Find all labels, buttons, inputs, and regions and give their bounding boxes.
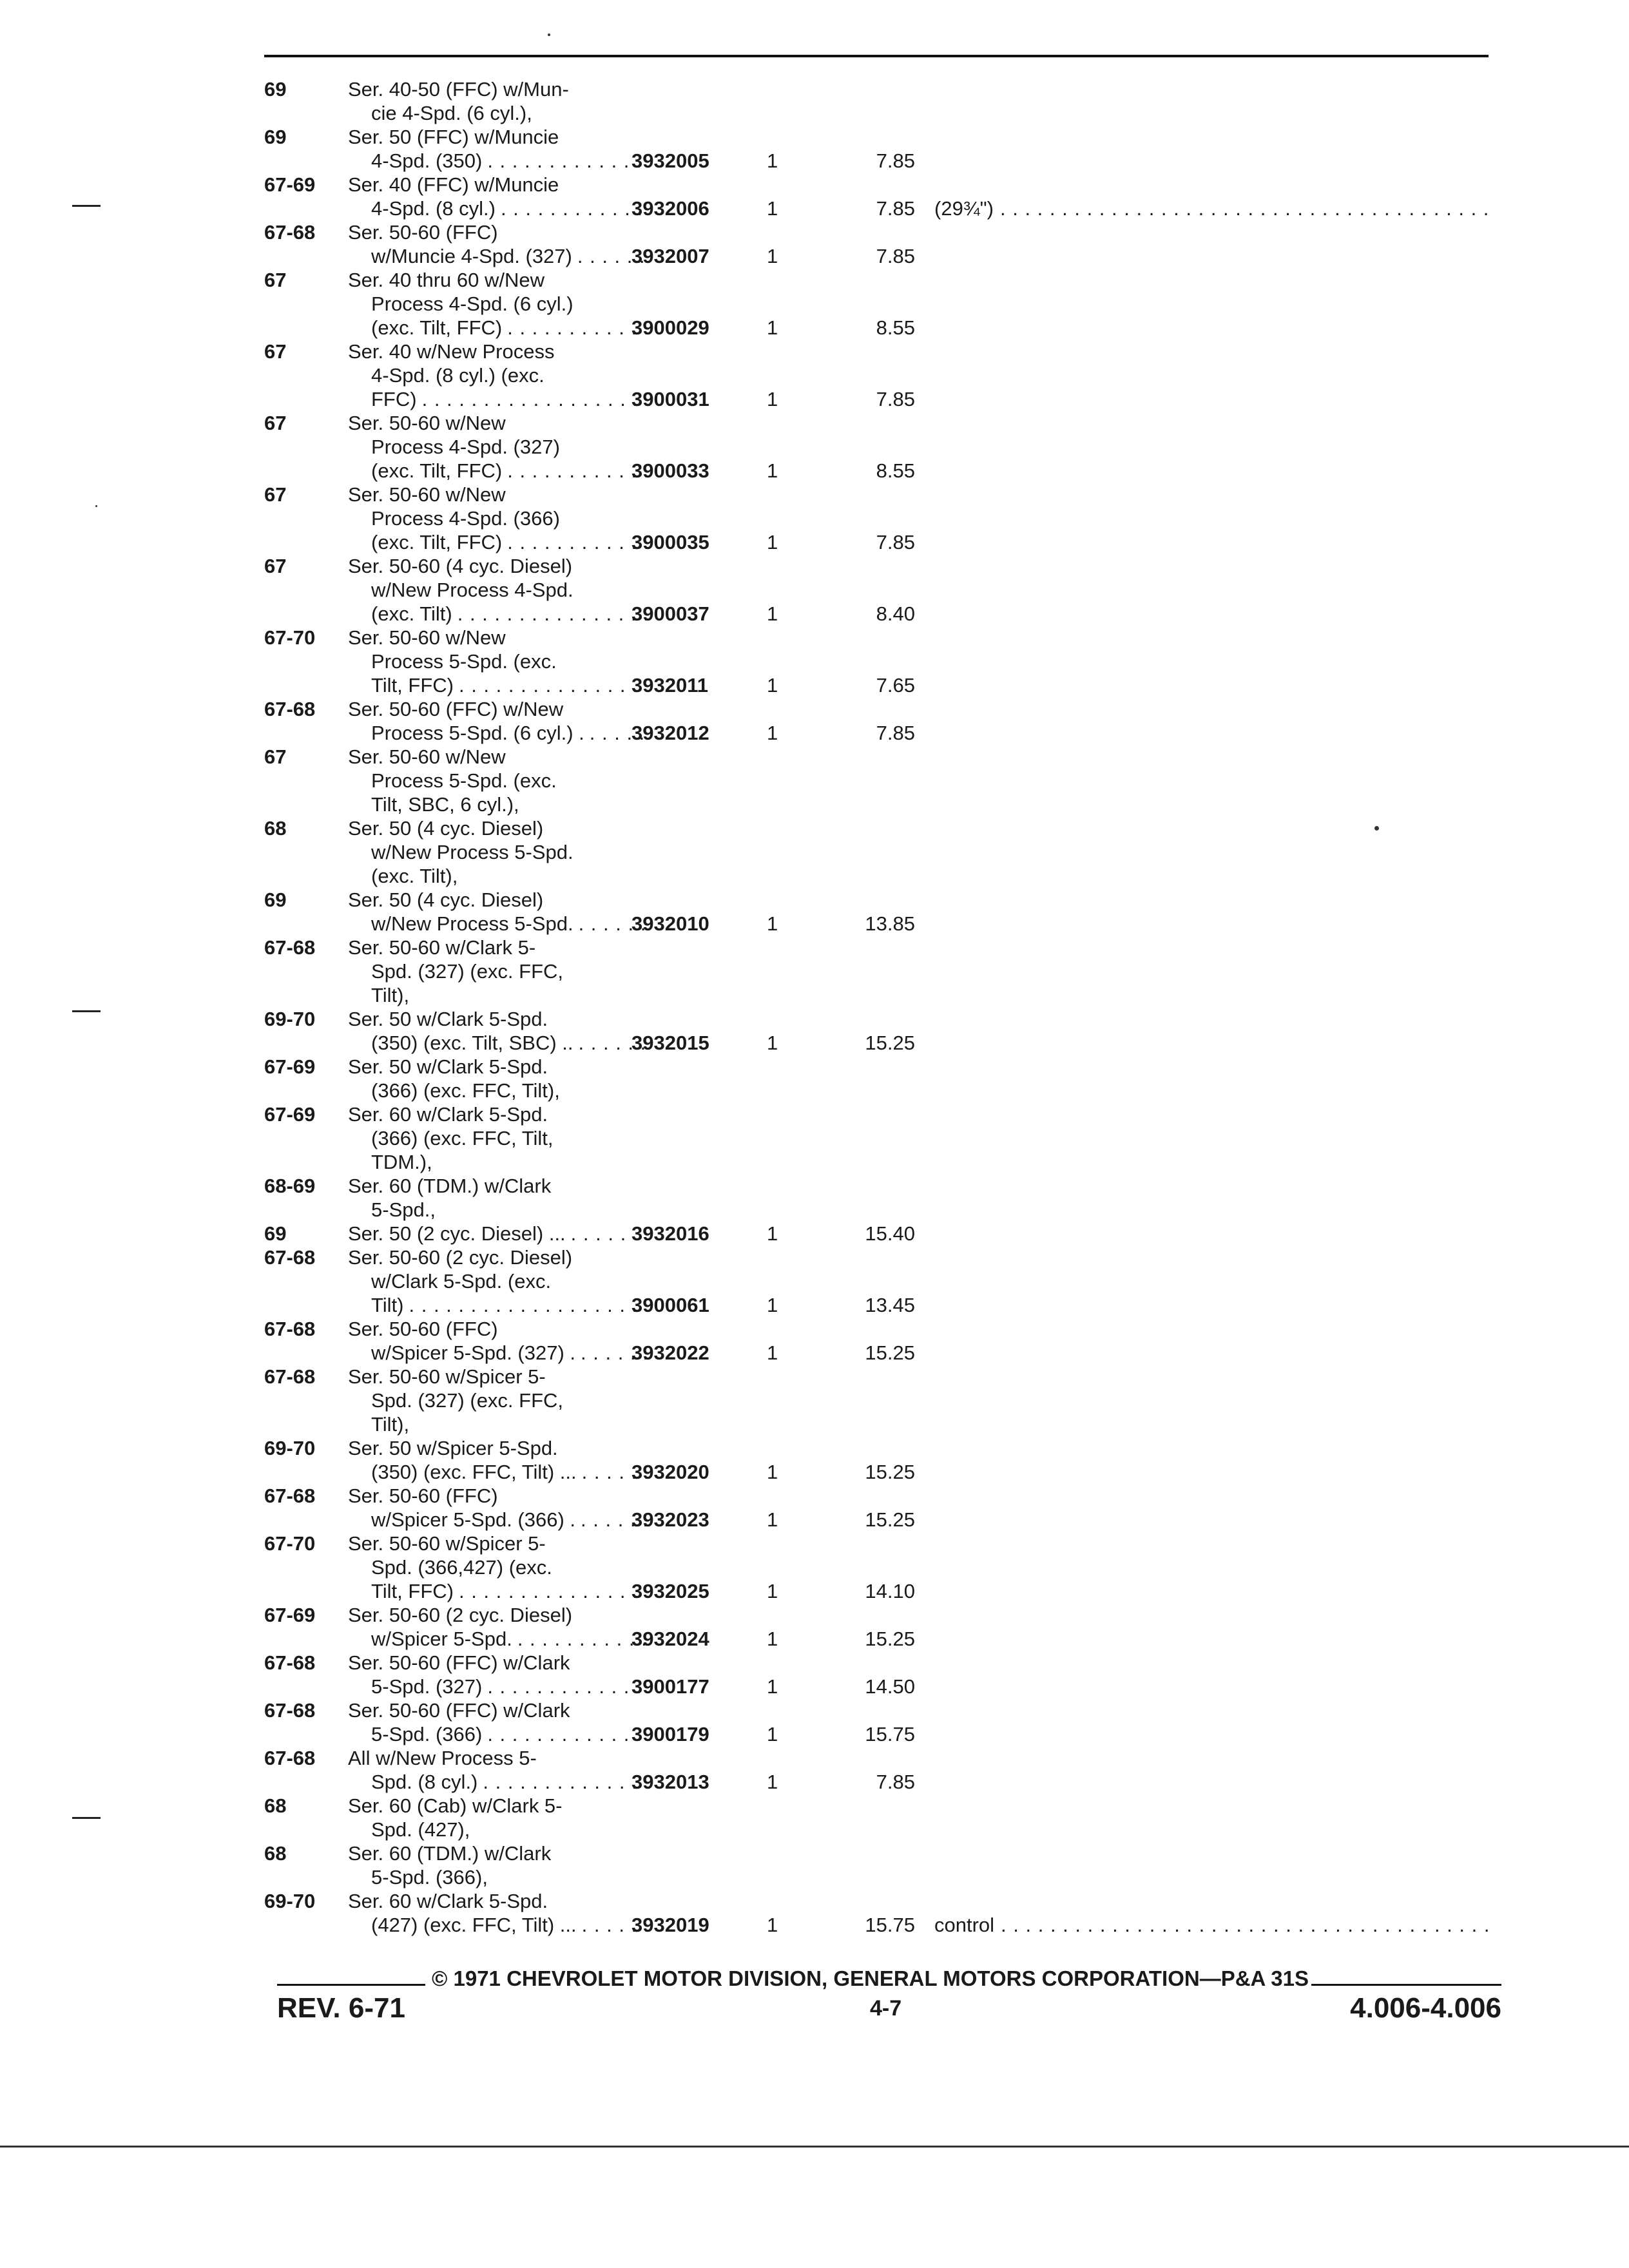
description-line: Ser. 50-60 (FFC) w/Clark: [348, 1651, 570, 1674]
model-years: 67-68: [264, 698, 316, 720]
dot-leader: [459, 673, 648, 697]
description-line: Tilt, SBC, 6 cyl.),: [371, 793, 519, 816]
parts-entry: [264, 1889, 1521, 1937]
description-line: Ser. 50-60 w/New: [348, 412, 506, 434]
quantity: 1: [767, 531, 778, 553]
model-years: 67-68: [264, 1651, 316, 1674]
description-line: w/Spicer 5-Spd.: [371, 1628, 512, 1650]
price: 15.25: [865, 1341, 915, 1364]
part-number: 3900061: [631, 1294, 709, 1316]
application-description: [348, 340, 625, 411]
part-number: 3932016: [631, 1222, 709, 1245]
description-line: 4-Spd. (350): [371, 149, 483, 172]
model-years: 67: [264, 412, 287, 434]
model-years: 69-70: [264, 1008, 316, 1030]
application-description: [348, 1174, 625, 1222]
quantity: 1: [767, 1675, 778, 1698]
application-description: [348, 268, 625, 340]
parts-entry: [264, 1007, 1521, 1055]
price: 7.85: [876, 245, 915, 267]
quantity: 1: [767, 197, 778, 220]
description-line: 5-Spd. (327): [371, 1675, 483, 1698]
part-number: 3932022: [631, 1341, 709, 1364]
parts-entry: [264, 1841, 1521, 1889]
parts-entry: [264, 1222, 1521, 1245]
description-line: Ser. 60 w/Clark 5-Spd.: [348, 1890, 548, 1912]
parts-entry: [264, 220, 1521, 268]
model-years: 69-70: [264, 1437, 316, 1459]
model-years: 67-68: [264, 1318, 316, 1340]
model-years: 67-68: [264, 936, 316, 959]
description-line: Ser. 50-60 (FFC) w/New: [348, 698, 564, 720]
application-description: [348, 1889, 625, 1937]
dot-leader: [458, 602, 648, 626]
description-line: Tilt): [371, 1294, 404, 1316]
part-number: 3932015: [631, 1032, 709, 1054]
description-line: Process 4-Spd. (366): [371, 507, 560, 530]
quantity: 1: [767, 388, 778, 410]
description-line: w/Spicer 5-Spd. (366) .: [371, 1508, 576, 1531]
footer-rule-right: [1311, 1984, 1501, 1986]
quantity: 1: [767, 1294, 778, 1316]
description-line: Ser. 50-60 w/New: [348, 626, 506, 649]
part-number: 3900037: [631, 602, 709, 625]
description-line: 4-Spd. (8 cyl.) (exc.: [371, 364, 545, 387]
application-description: [348, 125, 625, 173]
application-description: [348, 554, 625, 626]
parts-list: [264, 77, 1521, 1937]
model-years: 67-68: [264, 1747, 316, 1769]
margin-mark: [72, 1817, 101, 1819]
part-number: 3932005: [631, 149, 709, 172]
parts-entry: [264, 1174, 1521, 1222]
model-years: 67-68: [264, 1246, 316, 1269]
model-years: 67-69: [264, 1103, 316, 1126]
parts-entry: [264, 268, 1521, 340]
application-description: [348, 1317, 625, 1365]
description-line: Ser. 60 w/Clark 5-Spd.: [348, 1103, 548, 1126]
description-line: cie 4-Spd. (6 cyl.),: [371, 102, 532, 124]
model-years: 67-69: [264, 1055, 316, 1078]
price: 15.75: [865, 1914, 915, 1936]
description-line: Ser. 40 w/New Process: [348, 340, 555, 363]
part-number: 3900179: [631, 1723, 709, 1745]
section-number: 4.006-4.006: [1350, 1992, 1501, 2024]
description-line: w/Muncie 4-Spd. (327): [371, 245, 572, 267]
description-line: (exc. Tilt, FFC): [371, 459, 503, 482]
part-number: 3932006: [631, 197, 709, 220]
model-years: 68: [264, 1842, 287, 1865]
application-description: [348, 1007, 625, 1055]
part-number: 3900029: [631, 316, 709, 339]
parts-entry: [264, 554, 1521, 626]
dot-leader: [507, 530, 648, 554]
quantity: 1: [767, 245, 778, 267]
parts-entry: [264, 1055, 1521, 1102]
copyright-line: [277, 1965, 1501, 1991]
parts-entry: [264, 626, 1521, 697]
top-rule: [264, 55, 1489, 57]
description-line: Ser. 50-60 (2 cyc. Diesel): [348, 1604, 573, 1626]
description-line: Process 5-Spd. (exc.: [371, 769, 557, 792]
model-years: 67-70: [264, 626, 316, 649]
description-line: Spd. (327) (exc. FFC,: [371, 1389, 564, 1412]
description-line: Ser. 50-60 (2 cyc. Diesel): [348, 1246, 573, 1269]
description-line: Ser. 50 (4 cyc. Diesel): [348, 817, 544, 840]
dot-leader: [487, 1722, 648, 1746]
application-description: [348, 1603, 625, 1651]
description-line: Ser. 50-60 (FFC) w/Clark: [348, 1699, 570, 1722]
parts-entry: [264, 1532, 1521, 1603]
application-description: [348, 816, 625, 888]
quantity: 1: [767, 602, 778, 625]
application-description: [348, 1794, 625, 1841]
quantity: 1: [767, 1508, 778, 1531]
part-number: 3932012: [631, 722, 709, 744]
bottom-rule: [0, 2146, 1629, 2148]
quantity: 1: [767, 149, 778, 172]
dot-leader: [487, 149, 648, 173]
model-years: 67-69: [264, 173, 316, 196]
parts-entry: [264, 1794, 1521, 1841]
parts-entry: [264, 483, 1521, 554]
parts-entry: [264, 77, 1521, 125]
quantity: 1: [767, 1628, 778, 1650]
description-line: Ser. 50-60 w/Spicer 5-: [348, 1365, 546, 1388]
parts-entry: [264, 173, 1521, 220]
price: 7.65: [876, 674, 915, 697]
description-line: Ser. 50-60 (FFC): [348, 1318, 498, 1340]
description-line: (366) (exc. FFC, Tilt),: [371, 1079, 560, 1102]
remark: [934, 1913, 1495, 1937]
description-line: Process 5-Spd. (exc.: [371, 650, 557, 673]
part-number: 3932007: [631, 245, 709, 267]
quantity: 1: [767, 1222, 778, 1245]
part-number: 3932019: [631, 1914, 709, 1936]
parts-entry: [264, 1698, 1521, 1746]
description-line: All w/New Process 5-: [348, 1747, 537, 1769]
quantity: 1: [767, 316, 778, 339]
description-line: (350) (exc. Tilt, SBC) ..: [371, 1032, 574, 1054]
dot-leader: [517, 1627, 648, 1651]
quantity: 1: [767, 1771, 778, 1793]
description-line: Process 4-Spd. (6 cyl.): [371, 293, 574, 315]
parts-entry: [264, 1317, 1521, 1365]
description-line: (exc. Tilt),: [371, 865, 458, 887]
application-description: [348, 1436, 625, 1484]
model-years: 67: [264, 745, 287, 768]
dot-leader: [422, 387, 648, 411]
description-line: Ser. 50 (FFC) w/Muncie: [348, 126, 559, 148]
application-description: [348, 173, 625, 220]
description-line: (exc. Tilt): [371, 602, 452, 625]
description-line: Ser. 50-60 w/New: [348, 483, 506, 506]
price: 15.75: [865, 1723, 915, 1745]
description-line: Process 4-Spd. (327): [371, 436, 560, 458]
price: 7.85: [876, 722, 915, 744]
part-number: 3900031: [631, 388, 709, 410]
part-number: 3932024: [631, 1628, 709, 1650]
quantity: 1: [767, 1341, 778, 1364]
application-description: [348, 411, 625, 483]
application-description: [348, 697, 625, 745]
parts-entry: [264, 816, 1521, 888]
description-line: w/Clark 5-Spd. (exc.: [371, 1270, 552, 1293]
application-description: [348, 1532, 625, 1603]
description-line: Ser. 50-60 w/Clark 5-: [348, 936, 536, 959]
description-line: FFC): [371, 388, 417, 410]
price: 8.55: [876, 316, 915, 339]
remark-text: control: [934, 1914, 995, 1936]
description-line: Ser. 50-60 (FFC): [348, 221, 498, 244]
price: 14.50: [865, 1675, 915, 1698]
dot-leader: [507, 459, 648, 483]
dot-leader: [501, 197, 648, 220]
description-line: Ser. 40 (FFC) w/Muncie: [348, 173, 559, 196]
page-number: 4-7: [870, 1996, 902, 2021]
parts-entry: [264, 411, 1521, 483]
price: 15.25: [865, 1032, 915, 1054]
application-description: [348, 1841, 625, 1889]
parts-entry: [264, 340, 1521, 411]
part-number: 3932010: [631, 912, 709, 935]
margin-mark: [72, 205, 101, 207]
parts-entry: [264, 745, 1521, 816]
parts-entry: [264, 936, 1521, 1007]
description-line: 4-Spd. (8 cyl.): [371, 197, 496, 220]
description-line: Ser. 60 (TDM.) w/Clark: [348, 1175, 552, 1197]
part-number: 3932023: [631, 1508, 709, 1531]
model-years: 67: [264, 269, 287, 291]
model-years: 69: [264, 78, 287, 101]
description-line: Process 5-Spd. (6 cyl.) .: [371, 722, 584, 744]
description-line: 5-Spd. (366): [371, 1723, 483, 1745]
price: 8.55: [876, 459, 915, 482]
quantity: 1: [767, 1580, 778, 1602]
part-number: 3932011: [631, 674, 708, 697]
description-line: Spd. (366,427) (exc.: [371, 1556, 552, 1579]
application-description: [348, 220, 625, 268]
description-line: Ser. 50-60 w/Spicer 5-: [348, 1532, 546, 1555]
description-line: (366) (exc. FFC, Tilt,: [371, 1127, 554, 1149]
dot-leader: [487, 1675, 648, 1698]
price: 15.40: [865, 1222, 915, 1245]
dot-leader: [507, 316, 648, 340]
description-line: w/New Process 5-Spd.: [371, 912, 574, 935]
description-line: Ser. 40 thru 60 w/New: [348, 269, 545, 291]
parts-entry: [264, 697, 1521, 745]
application-description: [348, 936, 625, 1007]
application-description: [348, 1651, 625, 1698]
description-line: (exc. Tilt, FFC): [371, 531, 503, 553]
application-description: [348, 1484, 625, 1532]
dot-leader: [483, 1770, 648, 1794]
description-line: (exc. Tilt, FFC): [371, 316, 503, 339]
model-years: 67-69: [264, 1604, 316, 1626]
price: 7.85: [876, 388, 915, 410]
price: 13.45: [865, 1294, 915, 1316]
parts-entry: [264, 1603, 1521, 1651]
parts-entry: [264, 1746, 1521, 1794]
description-line: Tilt, FFC): [371, 1580, 454, 1602]
parts-entry: [264, 1484, 1521, 1532]
description-line: Tilt, FFC): [371, 674, 454, 697]
model-years: 67: [264, 555, 287, 577]
application-description: [348, 745, 625, 816]
price: 8.40: [876, 602, 915, 625]
description-line: Ser. 50 w/Clark 5-Spd.: [348, 1008, 548, 1030]
parts-entry: [264, 888, 1521, 936]
model-years: 67: [264, 340, 287, 363]
quantity: 1: [767, 722, 778, 744]
price: 15.25: [865, 1461, 915, 1483]
model-years: 69: [264, 1222, 287, 1245]
price: 14.10: [865, 1580, 915, 1602]
dot-leader: [459, 1579, 648, 1603]
quantity: 1: [767, 1723, 778, 1745]
description-line: w/New Process 4-Spd.: [371, 579, 574, 601]
description-line: w/New Process 5-Spd.: [371, 841, 574, 863]
application-description: [348, 1102, 625, 1174]
quantity: 1: [767, 674, 778, 697]
description-line: Ser. 50-60 (4 cyc. Diesel): [348, 555, 573, 577]
application-description: [348, 1245, 625, 1317]
description-line: TDM.),: [371, 1151, 432, 1173]
model-years: 68: [264, 817, 287, 840]
price: 7.85: [876, 149, 915, 172]
model-years: 67-68: [264, 1699, 316, 1722]
model-years: 69: [264, 126, 287, 148]
description-line: (427) (exc. FFC, Tilt) ...: [371, 1914, 577, 1936]
application-description: [348, 1746, 625, 1794]
quantity: 1: [767, 1461, 778, 1483]
model-years: 67-70: [264, 1532, 316, 1555]
parts-entry: [264, 1651, 1521, 1698]
description-line: Ser. 50 w/Clark 5-Spd.: [348, 1055, 548, 1078]
parts-entry: [264, 1436, 1521, 1484]
quantity: 1: [767, 912, 778, 935]
application-description: [348, 483, 625, 554]
price: 7.85: [876, 531, 915, 553]
application-description: [348, 1365, 625, 1436]
description-line: 5-Spd.,: [371, 1198, 436, 1221]
dot-leader: [571, 1222, 625, 1245]
description-line: Ser. 50 w/Spicer 5-Spd.: [348, 1437, 558, 1459]
model-years: 69: [264, 889, 287, 911]
page-footer: [277, 1965, 1501, 2024]
description-line: (350) (exc. FFC, Tilt) ...: [371, 1461, 577, 1483]
dot-leader: [409, 1293, 649, 1317]
description-line: Tilt),: [371, 984, 410, 1006]
parts-entry: [264, 1102, 1521, 1174]
application-description: [348, 1698, 625, 1746]
dot-leader: [1001, 1913, 1495, 1937]
description-line: Ser. 50-60 w/New: [348, 745, 506, 768]
application-description: [348, 626, 625, 697]
description-line: Ser. 40-50 (FFC) w/Mun-: [348, 78, 569, 101]
parts-entry: [264, 125, 1521, 173]
quantity: 1: [767, 1032, 778, 1054]
footer-info: [277, 1992, 1501, 2024]
revision-label: REV. 6-71: [277, 1992, 405, 2024]
description-line: Ser. 50 (4 cyc. Diesel): [348, 889, 544, 911]
part-number: 3900035: [631, 531, 709, 553]
model-years: 67: [264, 483, 287, 506]
model-years: 67-68: [264, 1485, 316, 1507]
model-years: 67-68: [264, 1365, 316, 1388]
description-line: Ser. 60 (TDM.) w/Clark: [348, 1842, 552, 1865]
model-years: 68-69: [264, 1175, 316, 1197]
description-line: Ser. 60 (Cab) w/Clark 5-: [348, 1794, 563, 1817]
part-number: 3900177: [631, 1675, 709, 1698]
parts-entry: [264, 1365, 1521, 1436]
description-line: Spd. (327) (exc. FFC,: [371, 960, 564, 983]
remark-text: (29¾"): [934, 197, 994, 220]
quantity: 1: [767, 459, 778, 482]
model-years: 69-70: [264, 1890, 316, 1912]
parts-entry: [264, 1245, 1521, 1317]
description-line: Spd. (8 cyl.): [371, 1771, 478, 1793]
application-description: [348, 888, 625, 936]
description-line: Ser. 50-60 (FFC): [348, 1485, 498, 1507]
remark: [934, 197, 1495, 220]
description-line: Spd. (427),: [371, 1818, 470, 1841]
copyright-text: © 1971 CHEVROLET MOTOR DIVISION, GENERAL MOTORS CORPORATION—P&A 31S: [432, 1966, 1309, 1990]
part-number: 3932013: [631, 1771, 709, 1793]
model-years: 67-68: [264, 221, 316, 244]
description-line: Tilt),: [371, 1413, 410, 1436]
margin-mark: [72, 1010, 101, 1012]
part-number: 3932020: [631, 1461, 709, 1483]
price: 15.25: [865, 1628, 915, 1650]
description-line: w/Spicer 5-Spd. (327) .: [371, 1341, 576, 1364]
application-description: [348, 1222, 625, 1245]
description-line: Ser. 50 (2 cyc. Diesel) ...: [348, 1222, 566, 1245]
model-years: 68: [264, 1794, 287, 1817]
application-description: [348, 1055, 625, 1102]
footer-rule-left: [277, 1984, 425, 1986]
part-number: 3900033: [631, 459, 709, 482]
dot-leader: [1000, 197, 1495, 220]
application-description: [348, 77, 625, 125]
part-number: 3932025: [631, 1580, 709, 1602]
description-line: 5-Spd. (366),: [371, 1866, 488, 1888]
price: 7.85: [876, 197, 915, 220]
quantity: 1: [767, 1914, 778, 1936]
price: 15.25: [865, 1508, 915, 1531]
price: 13.85: [865, 912, 915, 935]
price: 7.85: [876, 1771, 915, 1793]
